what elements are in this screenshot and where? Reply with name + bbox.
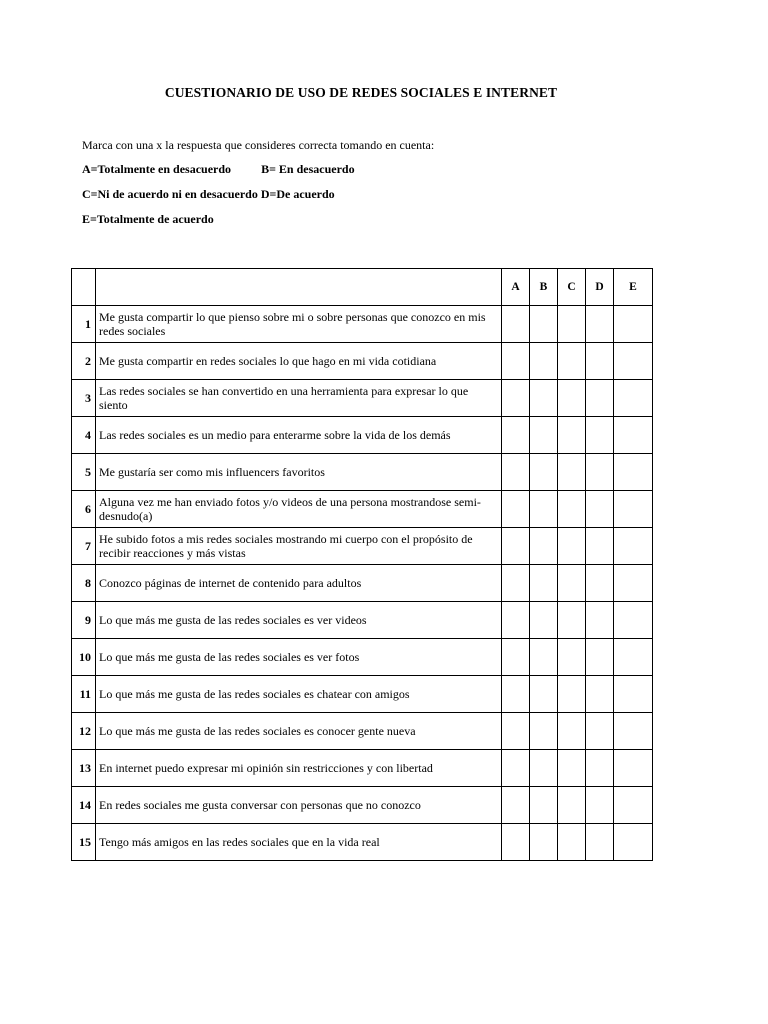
answer-cell-e[interactable]	[614, 713, 653, 750]
answer-cell-c[interactable]	[558, 380, 586, 417]
answer-cell-a[interactable]	[502, 528, 530, 565]
header-option-b: B	[530, 269, 558, 306]
answer-cell-e[interactable]	[614, 528, 653, 565]
question-row	[72, 417, 653, 454]
answer-cell-b[interactable]	[530, 676, 558, 713]
question-text: Lo que más me gusta de las redes sociales es conocer gente nueva	[96, 713, 502, 750]
answer-cell-c[interactable]	[558, 565, 586, 602]
answer-cell-e[interactable]	[614, 787, 653, 824]
answer-cell-b[interactable]	[530, 824, 558, 861]
answer-cell-c[interactable]	[558, 528, 586, 565]
question-text: Las redes sociales es un medio para enterarme sobre la vida de los demás	[96, 417, 502, 454]
question-text: En internet puedo expresar mi opinión sin restricciones y con libertad	[96, 750, 502, 787]
header-option-c: C	[558, 269, 586, 306]
answer-cell-a[interactable]	[502, 750, 530, 787]
answer-cell-a[interactable]	[502, 713, 530, 750]
answer-cell-a[interactable]	[502, 676, 530, 713]
question-number: 3	[72, 380, 96, 417]
question-text: Lo que más me gusta de las redes sociales es chatear con amigos	[96, 676, 502, 713]
answer-cell-c[interactable]	[558, 787, 586, 824]
answer-cell-e[interactable]	[614, 417, 653, 454]
question-row	[72, 454, 653, 491]
answer-cell-c[interactable]	[558, 639, 586, 676]
question-number: 7	[72, 528, 96, 565]
question-row	[72, 787, 653, 824]
question-number: 6	[72, 491, 96, 528]
question-number: 2	[72, 343, 96, 380]
question-row	[72, 824, 653, 861]
answer-cell-e[interactable]	[614, 380, 653, 417]
question-text: Me gustaría ser como mis influencers favoritos	[96, 454, 502, 491]
answer-cell-b[interactable]	[530, 528, 558, 565]
question-row	[72, 306, 653, 343]
header-question-cell	[96, 269, 502, 306]
question-number: 8	[72, 565, 96, 602]
answer-cell-d[interactable]	[586, 565, 614, 602]
answer-cell-c[interactable]	[558, 491, 586, 528]
answer-cell-b[interactable]	[530, 343, 558, 380]
document-title: CUESTIONARIO DE USO DE REDES SOCIALES E INTERNET	[164, 85, 558, 100]
header-row	[72, 269, 653, 306]
answer-cell-a[interactable]	[502, 380, 530, 417]
answer-cell-e[interactable]	[614, 306, 653, 343]
question-text: Las redes sociales se han convertido en una herramienta para expresar lo que siento	[96, 380, 502, 417]
question-text: He subido fotos a mis redes sociales mostrando mi cuerpo con el propósito de recibir reacciones y más vistas	[96, 528, 502, 565]
question-number: 1	[72, 306, 96, 343]
answer-cell-b[interactable]	[530, 380, 558, 417]
question-row	[72, 713, 653, 750]
answer-cell-b[interactable]	[530, 750, 558, 787]
answer-cell-d[interactable]	[586, 787, 614, 824]
answer-cell-c[interactable]	[558, 824, 586, 861]
legend-c: C=Ni de acuerdo ni en desacuerdo	[82, 187, 258, 201]
legend-line-1	[82, 162, 355, 177]
answer-cell-d[interactable]	[586, 491, 614, 528]
question-row	[72, 491, 653, 528]
answer-cell-e[interactable]	[614, 824, 653, 861]
answer-cell-a[interactable]	[502, 306, 530, 343]
answer-cell-c[interactable]	[558, 343, 586, 380]
question-number: 4	[72, 417, 96, 454]
question-number: 14	[72, 787, 96, 824]
answer-cell-c[interactable]	[558, 454, 586, 491]
legend-line-2	[82, 187, 335, 202]
answer-cell-e[interactable]	[614, 676, 653, 713]
question-number: 15	[72, 824, 96, 861]
answer-cell-a[interactable]	[502, 491, 530, 528]
answer-cell-a[interactable]	[502, 602, 530, 639]
answer-cell-b[interactable]	[530, 454, 558, 491]
question-row	[72, 343, 653, 380]
question-number: 13	[72, 750, 96, 787]
answer-cell-c[interactable]	[558, 713, 586, 750]
legend-d: D=De acuerdo	[260, 187, 335, 201]
instructions-text: Marca con una x la respuesta que consideres correcta tomando en cuenta:	[82, 138, 435, 152]
question-row	[72, 602, 653, 639]
question-row	[72, 750, 653, 787]
answer-cell-a[interactable]	[502, 639, 530, 676]
answer-cell-b[interactable]	[530, 491, 558, 528]
question-number: 5	[72, 454, 96, 491]
answer-cell-d[interactable]	[586, 454, 614, 491]
answer-cell-a[interactable]	[502, 454, 530, 491]
answer-cell-d[interactable]	[586, 750, 614, 787]
answer-cell-c[interactable]	[558, 417, 586, 454]
answer-cell-e[interactable]	[614, 565, 653, 602]
question-row	[72, 380, 653, 417]
answer-cell-a[interactable]	[502, 343, 530, 380]
question-row	[72, 528, 653, 565]
answer-cell-b[interactable]	[530, 713, 558, 750]
answer-cell-b[interactable]	[530, 602, 558, 639]
answer-cell-a[interactable]	[502, 824, 530, 861]
answer-cell-e[interactable]	[614, 639, 653, 676]
answer-cell-e[interactable]	[614, 750, 653, 787]
question-text: En redes sociales me gusta conversar con personas que no conozco	[96, 787, 502, 824]
question-text: Me gusta compartir lo que pienso sobre mi o sobre personas que conozco en mis redes sociales	[96, 306, 502, 343]
answer-cell-d[interactable]	[586, 639, 614, 676]
answer-cell-d[interactable]	[586, 343, 614, 380]
question-row	[72, 565, 653, 602]
question-text: Lo que más me gusta de las redes sociales es ver videos	[96, 602, 502, 639]
header-option-e: E	[614, 269, 653, 306]
question-text: Me gusta compartir en redes sociales lo que hago en mi vida cotidiana	[96, 343, 502, 380]
answer-cell-d[interactable]	[586, 602, 614, 639]
header-option-d: D	[586, 269, 614, 306]
legend-b: B= En desacuerdo	[261, 162, 355, 176]
questionnaire-body	[72, 269, 653, 861]
answer-cell-d[interactable]	[586, 713, 614, 750]
question-row	[72, 639, 653, 676]
question-text: Tengo más amigos en las redes sociales que en la vida real	[96, 824, 502, 861]
question-text: Lo que más me gusta de las redes sociales es ver fotos	[96, 639, 502, 676]
answer-cell-e[interactable]	[614, 602, 653, 639]
answer-cell-e[interactable]	[614, 454, 653, 491]
answer-cell-a[interactable]	[502, 417, 530, 454]
answer-cell-b[interactable]	[530, 417, 558, 454]
answer-cell-d[interactable]	[586, 824, 614, 861]
answer-cell-c[interactable]	[558, 602, 586, 639]
answer-cell-d[interactable]	[586, 306, 614, 343]
answer-cell-d[interactable]	[586, 528, 614, 565]
question-number: 10	[72, 639, 96, 676]
answer-cell-c[interactable]	[558, 750, 586, 787]
question-number: 9	[72, 602, 96, 639]
legend-e: E=Totalmente de acuerdo	[82, 212, 214, 226]
header-num-cell	[72, 269, 96, 306]
legend-line-3	[82, 212, 214, 227]
legend-a: A=Totalmente en desacuerdo	[82, 162, 232, 176]
questionnaire-table	[71, 268, 653, 861]
answer-cell-d[interactable]	[586, 380, 614, 417]
answer-cell-b[interactable]	[530, 639, 558, 676]
answer-cell-c[interactable]	[558, 676, 586, 713]
question-row	[72, 676, 653, 713]
answer-cell-a[interactable]	[502, 565, 530, 602]
answer-cell-e[interactable]	[614, 343, 653, 380]
answer-cell-d[interactable]	[586, 676, 614, 713]
answer-cell-b[interactable]	[530, 306, 558, 343]
answer-cell-b[interactable]	[530, 787, 558, 824]
question-text: Conozco páginas de internet de contenido para adultos	[96, 565, 502, 602]
answer-cell-a[interactable]	[502, 787, 530, 824]
question-number: 12	[72, 713, 96, 750]
answer-cell-b[interactable]	[530, 565, 558, 602]
answer-cell-d[interactable]	[586, 417, 614, 454]
answer-cell-c[interactable]	[558, 306, 586, 343]
question-number: 11	[72, 676, 96, 713]
header-option-a: A	[502, 269, 530, 306]
answer-cell-e[interactable]	[614, 491, 653, 528]
question-text: Alguna vez me han enviado fotos y/o videos de una persona mostrandose semi-desnudo(a)	[96, 491, 502, 528]
